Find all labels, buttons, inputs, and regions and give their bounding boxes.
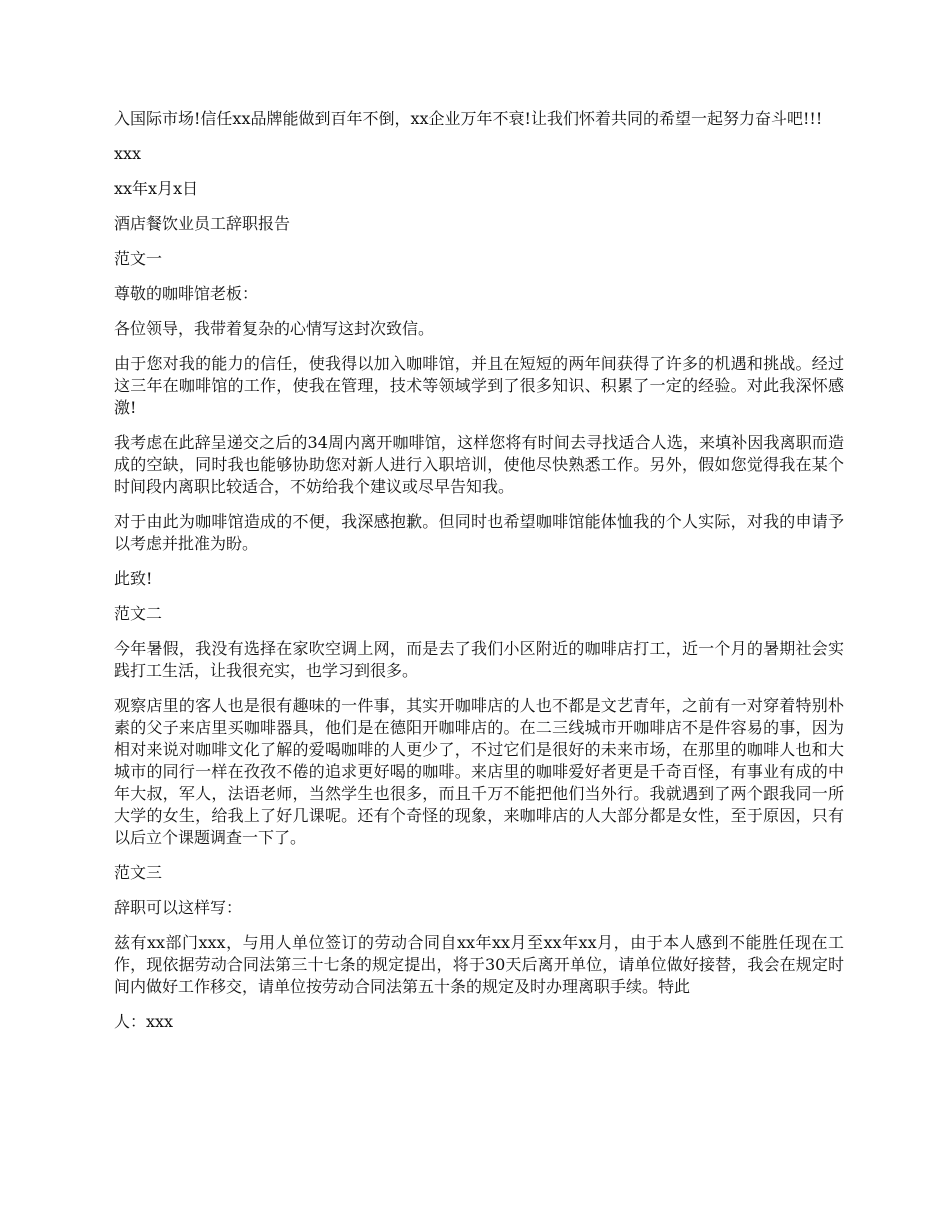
body-paragraph: 各位领导，我带着复杂的心情写这封次致信。	[114, 319, 435, 338]
closing-phrase: 此致!	[114, 569, 153, 588]
salutation: 尊敬的咖啡馆老板：	[114, 284, 259, 303]
section-title: 酒店餐饮业员工辞职报告	[114, 214, 291, 233]
signature-date: xx年x月x日	[114, 179, 199, 198]
sample-heading-3: 范文三	[114, 863, 163, 882]
body-paragraph: 兹有xx部门xxx，与用人单位签订的劳动合同自xx年xx月至xx年xx月，由于本人感到不能胜任现在工作，现依据劳动合同法第三十七条的规定提出，将于30天后离开单位，请单位做好接替，我会在规定时间内做好工作移交，请单位按劳动合同法第五十条的规定及时办理离职手续。特此	[114, 933, 844, 996]
body-paragraph: 今年暑假，我没有选择在家吹空调上网，而是去了我们小区附近的咖啡店打工，近一个月的暑期社会实践打工生活，让我很充实，也学习到很多。	[114, 639, 844, 680]
sample-heading-2: 范文二	[114, 604, 163, 623]
intro-closing-paragraph: 入国际市场!信任xx品牌能做到百年不倒，xx企业万年不衰!让我们怀着共同的希望一起努力奋斗吧!!!	[114, 109, 823, 128]
body-paragraph: 我考虑在此辞呈递交之后的34周内离开咖啡馆，这样您将有时间去寻找适合人选，来填补因我离职而造成的空缺，同时我也能够协助您对新人进行入职培训，使他尽快熟悉工作。另外，假如您觉得我在某个时间段内离职比较适合，不妨给我个建议或尽早告知我。	[114, 433, 844, 496]
sample-heading-1: 范文一	[114, 249, 163, 268]
signature-name: xxx	[114, 144, 142, 163]
applicant-line: 人：xxx	[114, 1012, 174, 1031]
body-paragraph: 对于由此为咖啡馆造成的不便，我深感抱歉。但同时也希望咖啡馆能体恤我的个人实际，对我的申请予以考虑并批准为盼。	[114, 512, 844, 553]
document-body	[114, 108, 844, 1046]
body-paragraph: 观察店里的客人也是很有趣味的一件事，其实开咖啡店的人也不都是文艺青年，之前有一对穿着特别朴素的父子来店里买咖啡器具，他们是在德阳开咖啡店的。在二三线城市开咖啡店不是件容易的事，因为相对来说对咖啡文化了解的爱喝咖啡的人更少了，不过它们是很好的未来市场，在那里的咖啡人也和大城市的同行一样在孜孜不倦的追求更好喝的咖啡。来店里的咖啡爱好者更是千奇百怪，有事业有成的中年大叔，军人，法语老师，当然学生也很多，而且千万不能把他们当外行。我就遇到了两个跟我同一所大学的女生，给我上了好几课呢。还有个奇怪的现象，来咖啡店的人大部分都是女性，至于原因，只有以后立个课题调查一下了。	[114, 696, 844, 847]
body-paragraph: 由于您对我的能力的信任，使我得以加入咖啡馆，并且在短短的两年间获得了许多的机遇和挑战。经过这三年在咖啡馆的工作，使我在管理，技术等领域学到了很多知识、积累了一定的经验。对此我深怀感激!	[114, 354, 844, 417]
body-paragraph: 辞职可以这样写：	[114, 898, 243, 917]
